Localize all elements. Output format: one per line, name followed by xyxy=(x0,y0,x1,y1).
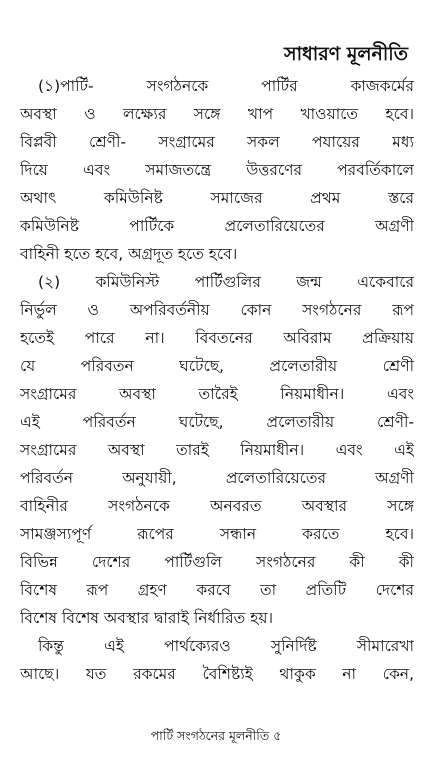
text-line: বিশেষ রূপ গ্রহণ করবে তা প্রতিটি দেশের xyxy=(20,581,414,599)
text-line: বিভিন্ন দেশের পার্টিগুলি সংগঠনের কী কী xyxy=(20,553,414,571)
text-line: বিপ্লবী শ্রেণী- সংগ্রামের সকল পযায়ের মধ্য xyxy=(20,133,414,151)
text-line: এই পরিবর্তন ঘটেছে, প্রলেতারীয় শ্রেণী- xyxy=(20,413,414,431)
text-line: (১)পার্টি- সংগঠনকে পার্টির কাজকর্মের xyxy=(38,77,414,95)
text-line: সংগ্রামের অবস্থা তারই নিয়মাধীন। এবং এই xyxy=(20,441,414,459)
text-line: যে পরিবতন ঘটেছে, প্রলেতারীয় শ্রেণী xyxy=(20,357,414,375)
text-line: হতেই পারে না। বিবতনের অবিরাম প্রক্রিয়ায় xyxy=(20,329,414,347)
text-line: আছে। যত রকমের বৈশিষ্ট্যই থাকুক না কেন, xyxy=(20,665,414,683)
text-line: বাহিনী হতে হবে, অগ্রদূত হতে হবে। xyxy=(20,245,238,263)
text-line: পরিবর্তন অনুযায়ী, প্রলেতারিয়েতের অগ্রণী xyxy=(20,469,414,487)
text-line: সামঞ্জস্যপূর্ণ রূপের সন্ধান করতে হবে। xyxy=(20,525,414,543)
text-line: অথাৎ কমিউনিষ্ট সমাজের প্রথম স্তরে xyxy=(20,189,414,207)
body-text xyxy=(20,72,414,688)
text-line: দিয়ে এবং সমাজতন্ত্রে উত্তরণের পরবর্তিকালে xyxy=(20,161,414,179)
section-heading: সাধারণ মূলনীতি xyxy=(284,43,408,65)
text-line: (২) কমিউনিস্ট পার্টিগুলির জন্ম একেবারে xyxy=(38,273,414,291)
text-line: নির্ভুল ও অপরিবর্তনীয় কোন সংগঠনের রূপ xyxy=(20,301,414,319)
text-line: বাহিনীর সংগঠনকে অনবরত অবস্থার সঙ্গে xyxy=(20,497,414,515)
text-line: বিশেষ বিশেষ অবস্থার দ্বারাই নির্ধারিত হয়। xyxy=(20,609,274,627)
text-line: কমিউনিষ্ট পার্টিকে প্রলেতারিয়েতের অগ্রণী xyxy=(20,217,414,235)
text-line: সংগ্রামের অবস্থা তারৈই নিয়মাধীন। এবং xyxy=(20,385,414,403)
text-line: অবস্থা ও লক্ষ্যের সঙ্গে খাপ খাওয়াতে হবে। xyxy=(20,105,414,123)
text-line: কিন্তু এই পার্থক্যেরও সুনির্দিষ্ট সীমারেখা xyxy=(38,637,414,655)
page-footer: পার্টি সংগঠনের মূলনীতি ৫ xyxy=(150,728,282,743)
